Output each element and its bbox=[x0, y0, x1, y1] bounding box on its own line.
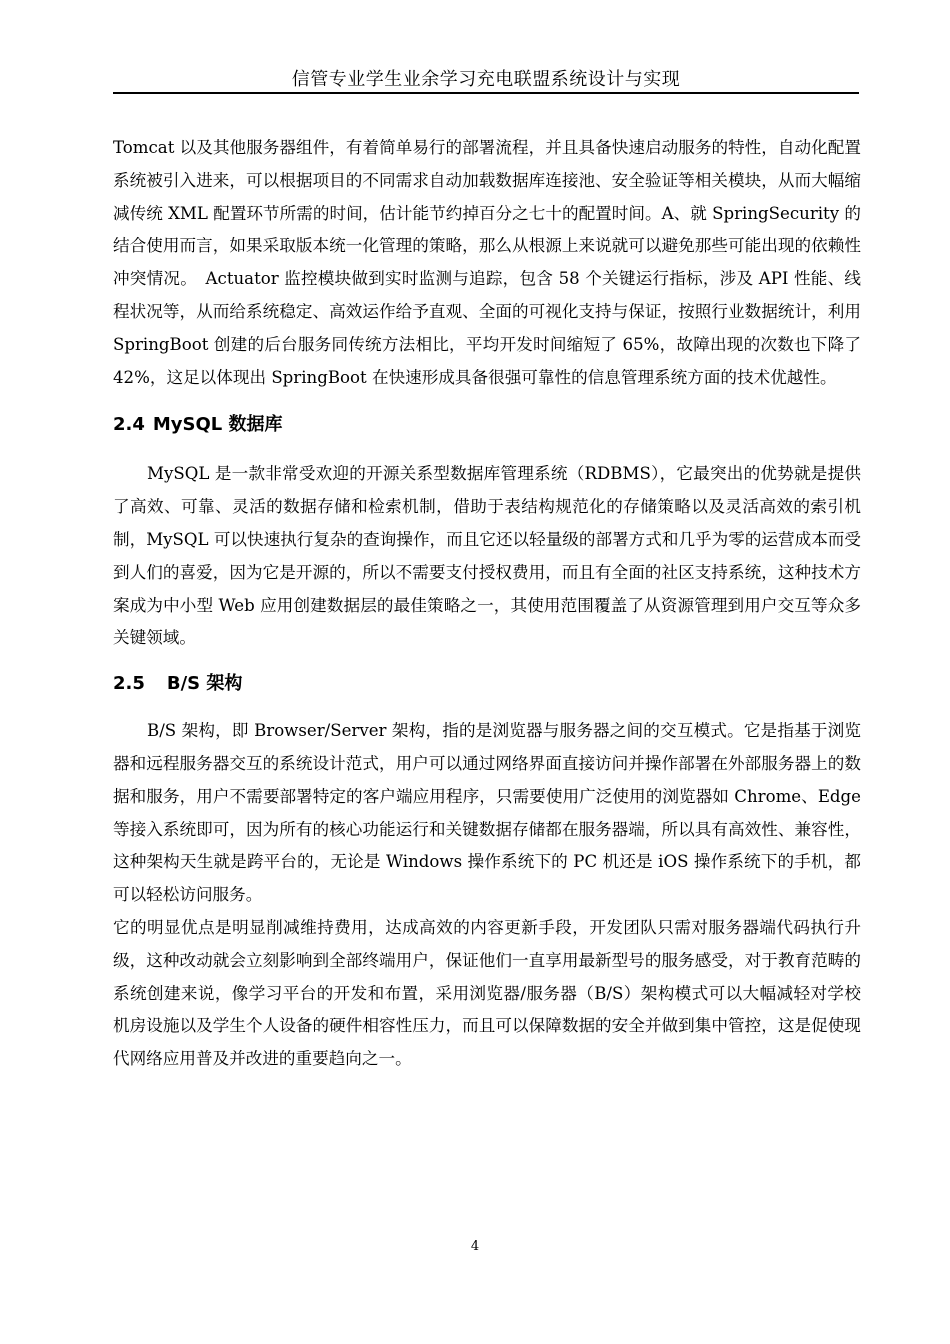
paragraph-bs-definition: B/S 架构，即 Browser/Server 架构，指的是浏览器与服务器之间的交互模式。它是指基于浏览器和远程服务器交互的系统设计范式，用户可以通过网络界面直接访问并操作部署在外部服务器上的数据和服务，用户不需要部署特定的客户端应用程序，只需要使用广泛使用的浏览器如 Chrome、Edge 等接入系统即可，因为所有的核心功能运行和关键数据存储都在服务器端，所以具有高效性、兼容性，这种架构天生就是跨平台的，无论是 Windows 操作系统下的 PC 机还是 iOS 操作系统下的手机，都可以轻松访问服务。 bbox=[113, 721, 861, 905]
header-rule bbox=[113, 92, 859, 94]
document-body bbox=[113, 132, 861, 1076]
section-title: B/S 架构 bbox=[166, 673, 243, 695]
paragraph-bs-advantages: 它的明显优点是明显削减维持费用，达成高效的内容更新手段，开发团队只需对服务器端代码执行升级，这种改动就会立刻影响到全部终端用户，保证他们一直享用最新型号的服务感受，对于教育范畴的系统创建来说，像学习平台的开发和布置，采用浏览器/服务器（B/S）架构模式可以大幅减轻对学校机房设施以及学生个人设备的硬件相容性压力，而且可以保障数据的安全并做到集中管控，这是促使现代网络应用普及并改进的重要趋向之一。 bbox=[113, 917, 861, 1069]
paragraph-springboot-continued: Tomcat 以及其他服务器组件，有着简单易行的部署流程，并且具备快速启动服务的特性，自动化配置系统被引入进来，可以根据项目的不同需求自动加载数据库连接池、安全验证等相关模块，从而大幅缩减传统 XML 配置环节所需的时间，估计能节约掉百分之七十的配置时间。A、就 SpringSecurity 的结合使用而言，如果采取版本统一化管理的策略，那么从根源上来说就可以避免那些可能出现的依赖性冲突情况。 Actuator 监控模块做到实时监测与追踪，包含 58 个关键运行指标，涉及 API 性能、线程状况等，从而给系统稳定、高效运作给予直观、全面的可视化支持与保证，按照行业数据统计，利用 SpringBoot 创建的后台服务同传统方法相比，平均开发时间缩短了 65%，故障出现的次数也下降了 42%，这足以体现出 SpringBoot 在快速形成具备很强可靠性的信息管理系统方面的技术优越性。 bbox=[113, 138, 861, 387]
running-header-title: 信管专业学生业余学习充电联盟系统设计与实现 bbox=[291, 69, 681, 90]
section-title: MySQL 数据库 bbox=[152, 414, 283, 436]
section-heading-mysql bbox=[113, 410, 861, 440]
section-number: 2.4 bbox=[113, 414, 145, 436]
section-number: 2.5 bbox=[113, 673, 145, 695]
section-heading-bs bbox=[113, 669, 861, 699]
page-number: 4 bbox=[470, 1239, 480, 1254]
paragraph-mysql: MySQL 是一款非常受欢迎的开源关系型数据库管理系统（RDBMS），它最突出的优势就是提供了高效、可靠、灵活的数据存储和检索机制，借助于表结构规范化的存储策略以及灵活高效的索引机制，MySQL 可以快速执行复杂的查询操作，而且它还以轻量级的部署方式和几乎为零的运营成本而受到人们的喜爱，因为它是开源的，所以不需要支付授权费用，而且有全面的社区支持系统，这种技术方案成为中小型 Web 应用创建数据层的最佳策略之一，其使用范围覆盖了从资源管理到用户交互等众多关键领域。 bbox=[113, 464, 861, 648]
